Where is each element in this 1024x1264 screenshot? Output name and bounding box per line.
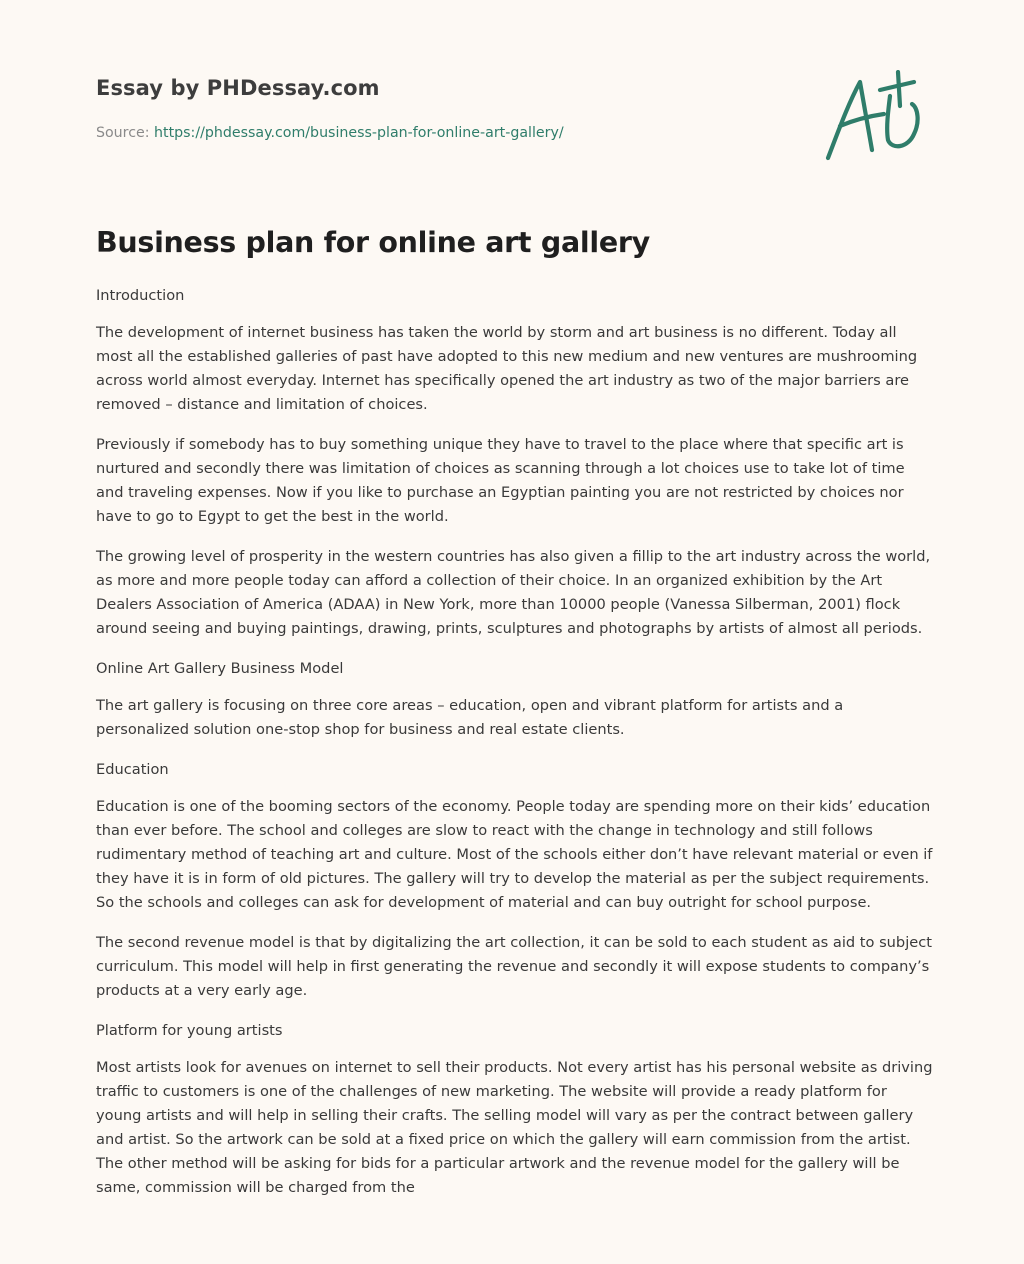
essay-paragraph: Most artists look for avenues on internet to sell their products. Not every artist has his personal website as driving traffic to customers is one of the challenges of new marketing. The website will provide a ready platform for young artists and will help in selling their crafts. The selling model will vary as per the contract between gallery and artist. So the artwork can be sold at a fixed price on which the gallery will earn commission from the artist. The other method will be asking for bids for a particular artwork and the revenue model for the gallery will be same, commission will be charged from the [96,1059,933,1196]
essay-paragraph: The art gallery is focusing on three core areas – education, open and vibrant platform for artists and a personalized solution one-stop shop for business and real estate clients. [96,697,844,738]
essay-body [96,284,934,1216]
section-heading: Online Art Gallery Business Model [96,660,344,677]
source-link[interactable]: https://phdessay.com/business-plan-for-online-art-gallery/ [154,125,564,141]
section-heading: Platform for young artists [96,1022,283,1039]
source-label: Source: [96,125,155,141]
essay-paragraph: Education is one of the booming sectors of the economy. People today are spending more on their kids’ education than ever before. The school and colleges are slow to react with the change in technology and still follows rudimentary method of teaching art and culture. Most of the schools either don’t have relevant material or even if they have it is in form of old pictures. The gallery will try to develop the material as per the subject requirements. So the schools and colleges can ask for development of material and can buy outright for school purpose. [96,798,933,911]
essay-paragraph: Previously if somebody has to buy something unique they have to travel to the place where that specific art is nurtured and secondly there was limitation of choices as scanning through a lot choices use to take lot of time and traveling expenses. Now if you like to purchase an Egyptian painting you are not restricted by choices nor have to go to Egypt to get the best in the world. [96,436,905,525]
essay-paragraph: The growing level of prosperity in the western countries has also given a fillip to the art industry across the world, as more and more people today can afford a collection of their choice. In an organized exhibition by the Art Dealers Association of America (ADAA) in New York, more than 10000 people (Vanessa Silberman, 2001) flock around seeing and buying paintings, drawing, prints, sculptures and photographs by artists of almost all periods. [96,548,931,637]
essay-paragraph: The development of internet business has taken the world by storm and art business is no different. Today all most all the established galleries of past have adopted to this new medium and new ventures are mushrooming across world almost everyday. Internet has specifically opened the art industry as two of the major barriers are removed – distance and limitation of choices. [96,324,918,413]
essay-title: Business plan for online art gallery [96,226,650,259]
essay-paragraph: The second revenue model is that by digitalizing the art collection, it can be sold to each student as aid to subject curriculum. This model will help in first generating the revenue and secondly it will expose students to company’s products at a very early age. [96,934,932,999]
site-brand: Essay by PHDessay.com [96,76,380,100]
section-heading: Education [96,761,169,778]
a-plus-grade-logo-icon [824,70,924,165]
section-heading: Introduction [96,287,185,304]
source-line [96,125,564,141]
